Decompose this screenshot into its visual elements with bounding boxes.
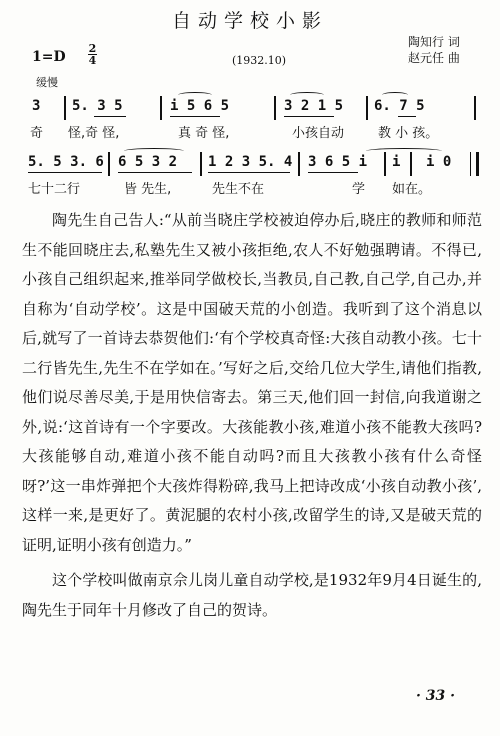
barline: [200, 152, 202, 176]
song-date: (1932.10): [232, 54, 287, 67]
slur: [290, 92, 324, 98]
barline: [366, 96, 368, 120]
measure-1-2: 5. 3 5: [72, 98, 123, 114]
measure-2-2: 6 5 3 2: [118, 154, 178, 170]
measure-1-4: 3 2 1 5: [284, 98, 344, 114]
barline: [64, 96, 66, 120]
meter-top: 2: [88, 42, 97, 55]
paragraph-1: 陶先生自己告人:“从前当晓庄学校被迫停办后,晓庄的教师和师范生不能回晓庄去,私塾先生又被小孩拒绝,农人不好勉强聘请。不得已,小孩自己组织起来,推举同学做校长,当教员,自己教,自己学,自己办,并自称为‘自动学校’。这是中国破天荒的小创造。我听到了这个消息以后,就写了一首诗去恭贺他们:‘有个学校真奇怪:大孩自动教小孩。七十二行皆先生,先生不在学如在。’写好之后,交给几位大学生,请他们指教,他们说尽善尽美,于是用快信寄去。第三天,他们回一封信,向我道谢之外,说:‘这首诗有一个字要改。大孩能教小孩,难道小孩不能教大孩吗?大孩能够自动,难道小孩不能自动吗?而且大孩教小孩有什么奇怪呀?’这一串炸弹把个大孩炸得粉碎,我马上把诗改成‘小孩自动教小孩’,这样一来,是更好了。黄泥腿的农村小孩,改留学生的诗,又是破天荒的证明,证明小孩有创造力。”: [22, 211, 482, 554]
eighth-beam: [284, 116, 334, 117]
eighth-beam: [94, 116, 126, 117]
composer: 赵元任 曲: [408, 51, 460, 65]
eighth-beam: [28, 172, 102, 173]
tempo-marking: 缓慢: [36, 76, 58, 89]
measure-2-5: i: [392, 154, 401, 170]
lyric-1-3: 真 奇 怪,: [178, 126, 230, 141]
tie: [366, 148, 442, 154]
page-number: · 33 ·: [416, 688, 455, 704]
lyric-2-1: 七十二行: [28, 182, 81, 197]
lyric-2-5: 如在。: [392, 182, 432, 197]
measure-2-3: 1 2 3 5. 4: [208, 154, 293, 170]
slur: [382, 92, 408, 98]
barline: [384, 152, 386, 176]
score-line-2: [28, 150, 478, 204]
final-barline: [470, 152, 479, 176]
lyric-1-4: 小孩自动: [292, 126, 345, 141]
score-line-1: [28, 94, 478, 148]
time-signature: [88, 43, 97, 66]
measure-2-6: i 0: [426, 154, 452, 170]
barline: [108, 152, 110, 176]
barline: [410, 152, 412, 176]
slur: [124, 148, 184, 154]
measure-1-5: 6. 7 5: [374, 98, 425, 114]
body-text: [22, 206, 482, 625]
lyric-1-2: 怪,奇 怪,: [68, 126, 120, 141]
eighth-beam: [208, 172, 290, 173]
lyric-2-3: 先生不在: [212, 182, 265, 197]
paragraph-2: 这个学校叫做南京佘儿岗儿童自动学校,是1932年9月4日诞生的,陶先生于同年十月修改了自己的贺诗。: [22, 571, 482, 619]
eighth-beam: [398, 116, 416, 117]
measure-1-3: i 5 6 5: [170, 98, 230, 114]
song-title: 自动学校小影: [171, 10, 328, 32]
lyric-2-2: 皆 先生,: [124, 182, 172, 197]
eighth-beam: [118, 172, 192, 173]
lyric-2-4: 学: [352, 182, 366, 197]
lyricist: 陶知行 词: [408, 35, 460, 49]
measure-2-4: 3 6 5 i: [308, 154, 368, 170]
lyric-1-1: 奇: [30, 126, 44, 141]
lyric-1-5: 教 小 孩。: [378, 126, 439, 141]
eighth-beam: [308, 172, 358, 173]
meter-bottom: 4: [88, 54, 97, 67]
measure-2-1: 5. 5 3. 6: [28, 154, 104, 170]
key-signature: 1=D: [32, 49, 66, 65]
barline: [274, 96, 276, 120]
song-credits: [408, 34, 460, 66]
barline: [160, 96, 162, 120]
eighth-beam: [170, 116, 220, 117]
barline: [474, 96, 476, 120]
measure-1-1: 3: [32, 98, 41, 114]
slur: [178, 92, 212, 98]
barline: [298, 152, 300, 176]
